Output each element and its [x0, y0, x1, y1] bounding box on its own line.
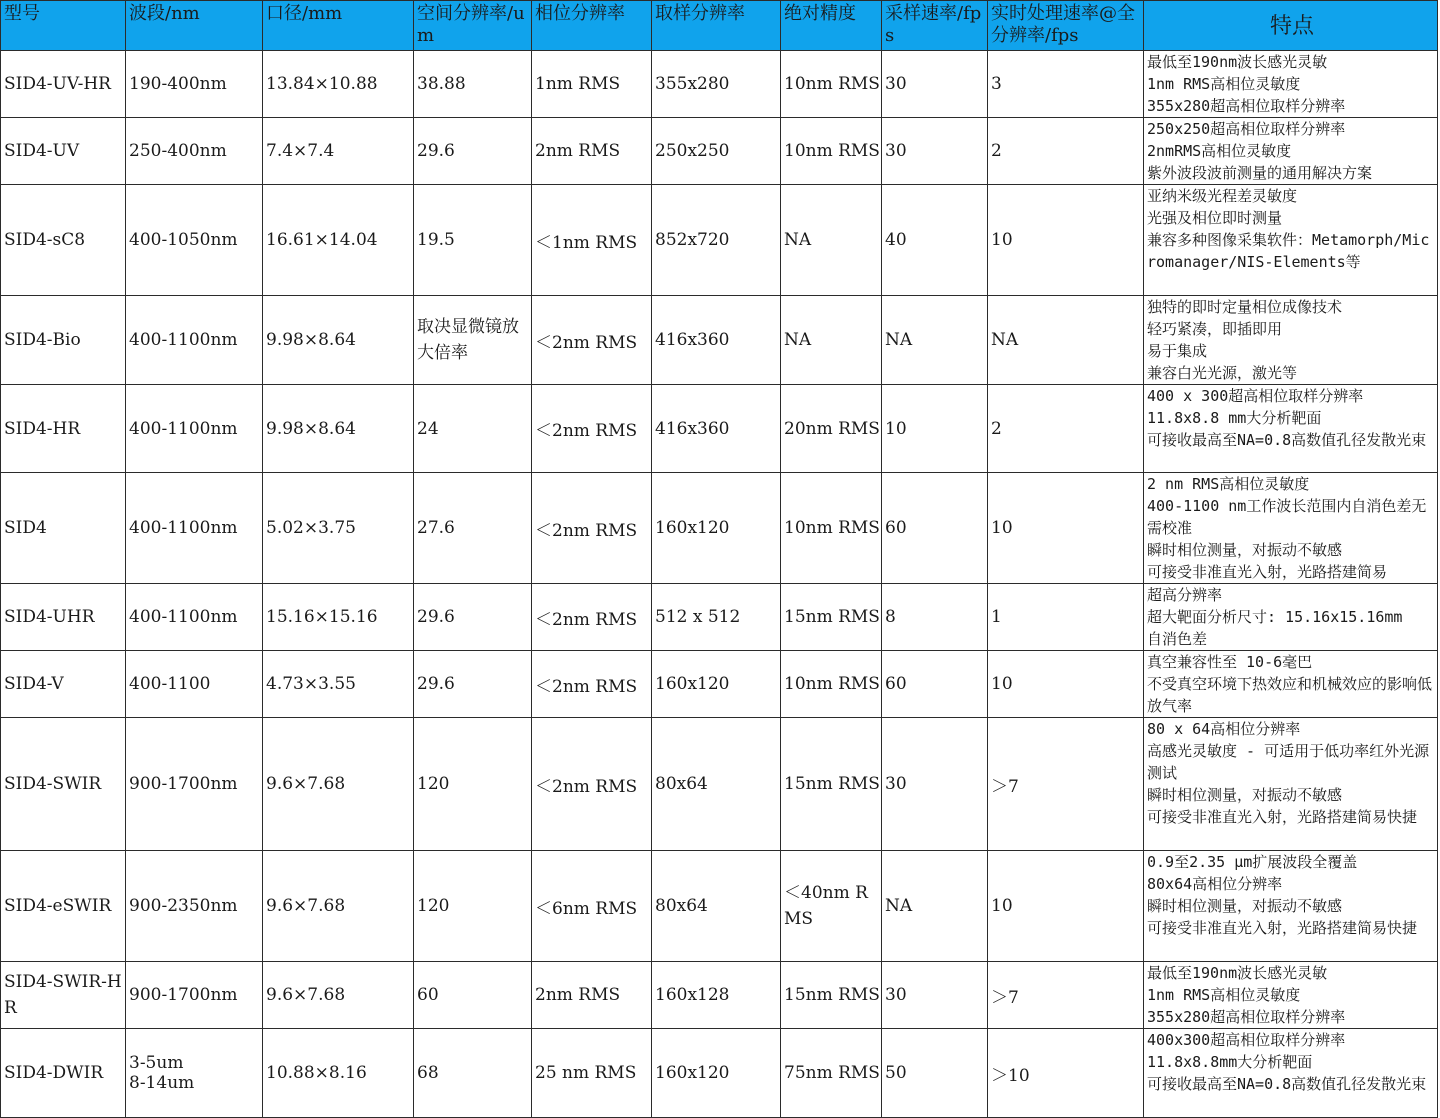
- cell-model: SID4-HR: [1, 385, 126, 473]
- feature-line: 可接受非准直光入射，光路搭建简易快捷: [1147, 808, 1418, 826]
- cell-sampling-resolution: 160x120: [652, 651, 781, 718]
- feature-line: 400-1100 nm工作波长范围内自消色差无需校准: [1147, 497, 1427, 537]
- cell-phase-resolution: ＜2nm RMS: [532, 385, 652, 473]
- feature-line: 最低至190nm波长感光灵敏: [1147, 53, 1328, 71]
- cell-band: 190-400nm: [126, 51, 263, 118]
- cell-realtime-rate: 2: [988, 385, 1144, 473]
- table-row: [1, 473, 1438, 584]
- header-row: [1, 1, 1438, 51]
- feature-line: 2 nm RMS高相位灵敏度: [1147, 475, 1310, 493]
- header-spatial-resolution: 空间分辨率/um: [414, 1, 532, 51]
- cell-model: SID4-SWIR: [1, 718, 126, 851]
- header-features: 特点: [1144, 1, 1438, 51]
- header-band: 波段/nm: [126, 1, 263, 51]
- feature-line: 瞬时相位测量，对振动不敏感: [1147, 897, 1343, 915]
- feature-line: 不受真空环境下热效应和机械效应的影响低放气率: [1147, 675, 1433, 715]
- cell-aperture: 9.98×8.64: [263, 385, 414, 473]
- cell-aperture: 9.6×7.68: [263, 851, 414, 962]
- cell-band: 400-1100nm: [126, 584, 263, 651]
- cell-sampling-resolution: 160x120: [652, 1029, 781, 1118]
- cell-acquisition-rate: 8: [882, 584, 988, 651]
- table-row: [1, 962, 1438, 1029]
- header-absolute-accuracy: 绝对精度: [781, 1, 882, 51]
- feature-line: 可接收最高至NA=0.8高数值孔径发散光束: [1147, 1075, 1427, 1093]
- cell-realtime-rate: 10: [988, 185, 1144, 296]
- cell-acquisition-rate: 30: [882, 718, 988, 851]
- table-row: [1, 51, 1438, 118]
- cell-features: [1144, 584, 1438, 651]
- feature-line: 可接收最高至NA=0.8高数值孔径发散光束: [1147, 431, 1427, 449]
- feature-line: 80 x 64高相位分辨率: [1147, 720, 1301, 738]
- cell-aperture: 15.16×15.16: [263, 584, 414, 651]
- cell-model: SID4: [1, 473, 126, 584]
- cell-features: [1144, 1029, 1438, 1118]
- cell-realtime-rate: 10: [988, 851, 1144, 962]
- cell-spatial-resolution: 120: [414, 851, 532, 962]
- cell-aperture: 16.61×14.04: [263, 185, 414, 296]
- cell-realtime-rate: 10: [988, 651, 1144, 718]
- cell-absolute-accuracy: 10nm RMS: [781, 473, 882, 584]
- header-sampling-resolution: 取样分辨率: [652, 1, 781, 51]
- feature-line: 400x300超高相位取样分辨率: [1147, 1031, 1346, 1049]
- header-aperture: 口径/mm: [263, 1, 414, 51]
- feature-line: 真空兼容性至 10-6毫巴: [1147, 653, 1313, 671]
- feature-line: 400 x 300超高相位取样分辨率: [1147, 387, 1364, 405]
- cell-acquisition-rate: 60: [882, 651, 988, 718]
- cell-phase-resolution: ＜2nm RMS: [532, 718, 652, 851]
- feature-line: 最低至190nm波长感光灵敏: [1147, 964, 1328, 982]
- feature-line: 250x250超高相位取样分辨率: [1147, 120, 1346, 138]
- cell-band-line: 8-14um: [129, 1073, 195, 1093]
- table-row: [1, 584, 1438, 651]
- cell-absolute-accuracy: 15nm RMS: [781, 962, 882, 1029]
- feature-line: 自消色差: [1147, 630, 1208, 648]
- cell-absolute-accuracy: 10nm RMS: [781, 651, 882, 718]
- cell-band: 400-1100nm: [126, 385, 263, 473]
- cell-absolute-accuracy: ＜40nm RMS: [781, 851, 882, 962]
- header-model: 型号: [1, 1, 126, 51]
- feature-line: 355x280超高相位取样分辨率: [1147, 97, 1346, 115]
- cell-spatial-resolution: 29.6: [414, 584, 532, 651]
- cell-features: [1144, 473, 1438, 584]
- cell-model: SID4-SWIR-HR: [1, 962, 126, 1029]
- cell-aperture: 9.6×7.68: [263, 962, 414, 1029]
- cell-realtime-rate: 3: [988, 51, 1144, 118]
- cell-spatial-resolution: 19.5: [414, 185, 532, 296]
- feature-line: 瞬时相位测量，对振动不敏感: [1147, 541, 1343, 559]
- cell-absolute-accuracy: 15nm RMS: [781, 718, 882, 851]
- cell-sampling-resolution: 80x64: [652, 851, 781, 962]
- cell-model: SID4-V: [1, 651, 126, 718]
- cell-model: SID4-UHR: [1, 584, 126, 651]
- feature-line: 轻巧紧凑，即插即用: [1147, 320, 1283, 338]
- cell-band-line: 3-5um: [129, 1053, 184, 1073]
- feature-line: 可接受非准直光入射，光路搭建简易快捷: [1147, 919, 1418, 937]
- cell-features: [1144, 296, 1438, 385]
- feature-line: 2nmRMS高相位灵敏度: [1147, 142, 1292, 160]
- cell-features: [1144, 962, 1438, 1029]
- cell-spatial-resolution: 取决显微镜放大倍率: [414, 296, 532, 385]
- cell-aperture: 10.88×8.16: [263, 1029, 414, 1118]
- cell-spatial-resolution: 60: [414, 962, 532, 1029]
- feature-line: 紫外波段波前测量的通用解决方案: [1147, 164, 1373, 182]
- cell-aperture: 4.73×3.55: [263, 651, 414, 718]
- header-phase-resolution: 相位分辨率: [532, 1, 652, 51]
- cell-sampling-resolution: 160x120: [652, 473, 781, 584]
- cell-spatial-resolution: 29.6: [414, 651, 532, 718]
- feature-line: 80x64高相位分辨率: [1147, 875, 1283, 893]
- cell-acquisition-rate: NA: [882, 296, 988, 385]
- cell-phase-resolution: 2nm RMS: [532, 118, 652, 185]
- cell-acquisition-rate: 30: [882, 118, 988, 185]
- cell-absolute-accuracy: 10nm RMS: [781, 118, 882, 185]
- cell-spatial-resolution: 68: [414, 1029, 532, 1118]
- cell-aperture: 7.4×7.4: [263, 118, 414, 185]
- cell-features: [1144, 718, 1438, 851]
- cell-realtime-rate: 10: [988, 473, 1144, 584]
- cell-sampling-resolution: 160x128: [652, 962, 781, 1029]
- cell-absolute-accuracy: 75nm RMS: [781, 1029, 882, 1118]
- cell-acquisition-rate: 10: [882, 385, 988, 473]
- table-row: [1, 185, 1438, 296]
- cell-realtime-rate: ＞7: [988, 718, 1144, 851]
- cell-sampling-resolution: 512 x 512: [652, 584, 781, 651]
- cell-sampling-resolution: 355x280: [652, 51, 781, 118]
- cell-model: SID4-UV: [1, 118, 126, 185]
- cell-model: SID4-UV-HR: [1, 51, 126, 118]
- table-row: [1, 1029, 1438, 1118]
- feature-line: 355x280超高相位取样分辨率: [1147, 1008, 1346, 1026]
- cell-phase-resolution: ＜2nm RMS: [532, 296, 652, 385]
- header-acquisition-rate: 采样速率/fps: [882, 1, 988, 51]
- cell-features: [1144, 651, 1438, 718]
- cell-band: 400-1100nm: [126, 296, 263, 385]
- cell-phase-resolution: 25 nm RMS: [532, 1029, 652, 1118]
- cell-features: [1144, 185, 1438, 296]
- feature-line: 兼容白光光源，激光等: [1147, 364, 1298, 382]
- feature-line: 0.9至2.35 μm扩展波段全覆盖: [1147, 853, 1358, 871]
- cell-band: 250-400nm: [126, 118, 263, 185]
- feature-line: 1nm RMS高相位灵敏度: [1147, 75, 1301, 93]
- cell-realtime-rate: ＞7: [988, 962, 1144, 1029]
- cell-phase-resolution: 1nm RMS: [532, 51, 652, 118]
- cell-acquisition-rate: 60: [882, 473, 988, 584]
- cell-band: 900-1700nm: [126, 962, 263, 1029]
- cell-sampling-resolution: 852x720: [652, 185, 781, 296]
- cell-absolute-accuracy: 10nm RMS: [781, 51, 882, 118]
- feature-line: 独特的即时定量相位成像技术: [1147, 298, 1343, 316]
- feature-line: 1nm RMS高相位灵敏度: [1147, 986, 1301, 1004]
- table-row: [1, 851, 1438, 962]
- cell-acquisition-rate: 50: [882, 1029, 988, 1118]
- cell-model: SID4-sC8: [1, 185, 126, 296]
- feature-line: 高感光灵敏度 - 可适用于低功率红外光源测试: [1147, 742, 1430, 782]
- cell-band: 400-1100: [126, 651, 263, 718]
- table-row: [1, 651, 1438, 718]
- feature-line: 超高分辨率: [1147, 586, 1223, 604]
- table-row: [1, 296, 1438, 385]
- cell-spatial-resolution: 24: [414, 385, 532, 473]
- cell-absolute-accuracy: 20nm RMS: [781, 385, 882, 473]
- cell-aperture: 9.98×8.64: [263, 296, 414, 385]
- cell-band: 900-2350nm: [126, 851, 263, 962]
- feature-line: 11.8x8.8mm大分析靶面: [1147, 1053, 1313, 1071]
- cell-features: [1144, 51, 1438, 118]
- cell-aperture: 9.6×7.68: [263, 718, 414, 851]
- cell-absolute-accuracy: 15nm RMS: [781, 584, 882, 651]
- cell-aperture: 5.02×3.75: [263, 473, 414, 584]
- cell-acquisition-rate: 40: [882, 185, 988, 296]
- cell-aperture: 13.84×10.88: [263, 51, 414, 118]
- cell-acquisition-rate: 30: [882, 962, 988, 1029]
- feature-line: 超大靶面分析尺寸: 15.16x15.16mm: [1147, 608, 1403, 626]
- cell-realtime-rate: NA: [988, 296, 1144, 385]
- cell-spatial-resolution: 29.6: [414, 118, 532, 185]
- cell-band: 400-1050nm: [126, 185, 263, 296]
- cell-sampling-resolution: 416x360: [652, 385, 781, 473]
- cell-model: SID4-Bio: [1, 296, 126, 385]
- cell-sampling-resolution: 80x64: [652, 718, 781, 851]
- cell-absolute-accuracy: NA: [781, 185, 882, 296]
- cell-spatial-resolution: 27.6: [414, 473, 532, 584]
- cell-phase-resolution: ＜1nm RMS: [532, 185, 652, 296]
- cell-realtime-rate: 2: [988, 118, 1144, 185]
- table-row: [1, 718, 1438, 851]
- table-body: [1, 51, 1438, 1118]
- feature-line: 亚纳米级光程差灵敏度: [1147, 187, 1298, 205]
- cell-sampling-resolution: 416x360: [652, 296, 781, 385]
- feature-line: 可接受非准直光入射，光路搭建简易: [1147, 563, 1388, 581]
- cell-features: [1144, 118, 1438, 185]
- cell-realtime-rate: ＞10: [988, 1029, 1144, 1118]
- cell-absolute-accuracy: NA: [781, 296, 882, 385]
- cell-band: 400-1100nm: [126, 473, 263, 584]
- cell-phase-resolution: ＜2nm RMS: [532, 651, 652, 718]
- cell-features: [1144, 385, 1438, 473]
- cell-acquisition-rate: 30: [882, 51, 988, 118]
- table-row: [1, 118, 1438, 185]
- table-row: [1, 385, 1438, 473]
- header-realtime-rate: 实时处理速率@全分辨率/fps: [988, 1, 1144, 51]
- cell-acquisition-rate: NA: [882, 851, 988, 962]
- cell-model: SID4-eSWIR: [1, 851, 126, 962]
- cell-phase-resolution: ＜6nm RMS: [532, 851, 652, 962]
- cell-band: [126, 1029, 263, 1118]
- cell-phase-resolution: 2nm RMS: [532, 962, 652, 1029]
- cell-spatial-resolution: 38.88: [414, 51, 532, 118]
- cell-phase-resolution: ＜2nm RMS: [532, 473, 652, 584]
- cell-features: [1144, 851, 1438, 962]
- feature-line: 兼容多种图像采集软件：Metamorph/Micromanager/NIS-Elements等: [1147, 231, 1430, 271]
- cell-spatial-resolution: 120: [414, 718, 532, 851]
- cell-band: 900-1700nm: [126, 718, 263, 851]
- cell-phase-resolution: ＜2nm RMS: [532, 584, 652, 651]
- feature-line: 光强及相位即时测量: [1147, 209, 1283, 227]
- cell-realtime-rate: 1: [988, 584, 1144, 651]
- cell-sampling-resolution: 250x250: [652, 118, 781, 185]
- feature-line: 瞬时相位测量，对振动不敏感: [1147, 786, 1343, 804]
- feature-line: 易于集成: [1147, 342, 1208, 360]
- cell-model: SID4-DWIR: [1, 1029, 126, 1118]
- feature-line: 11.8x8.8 mm大分析靶面: [1147, 409, 1322, 427]
